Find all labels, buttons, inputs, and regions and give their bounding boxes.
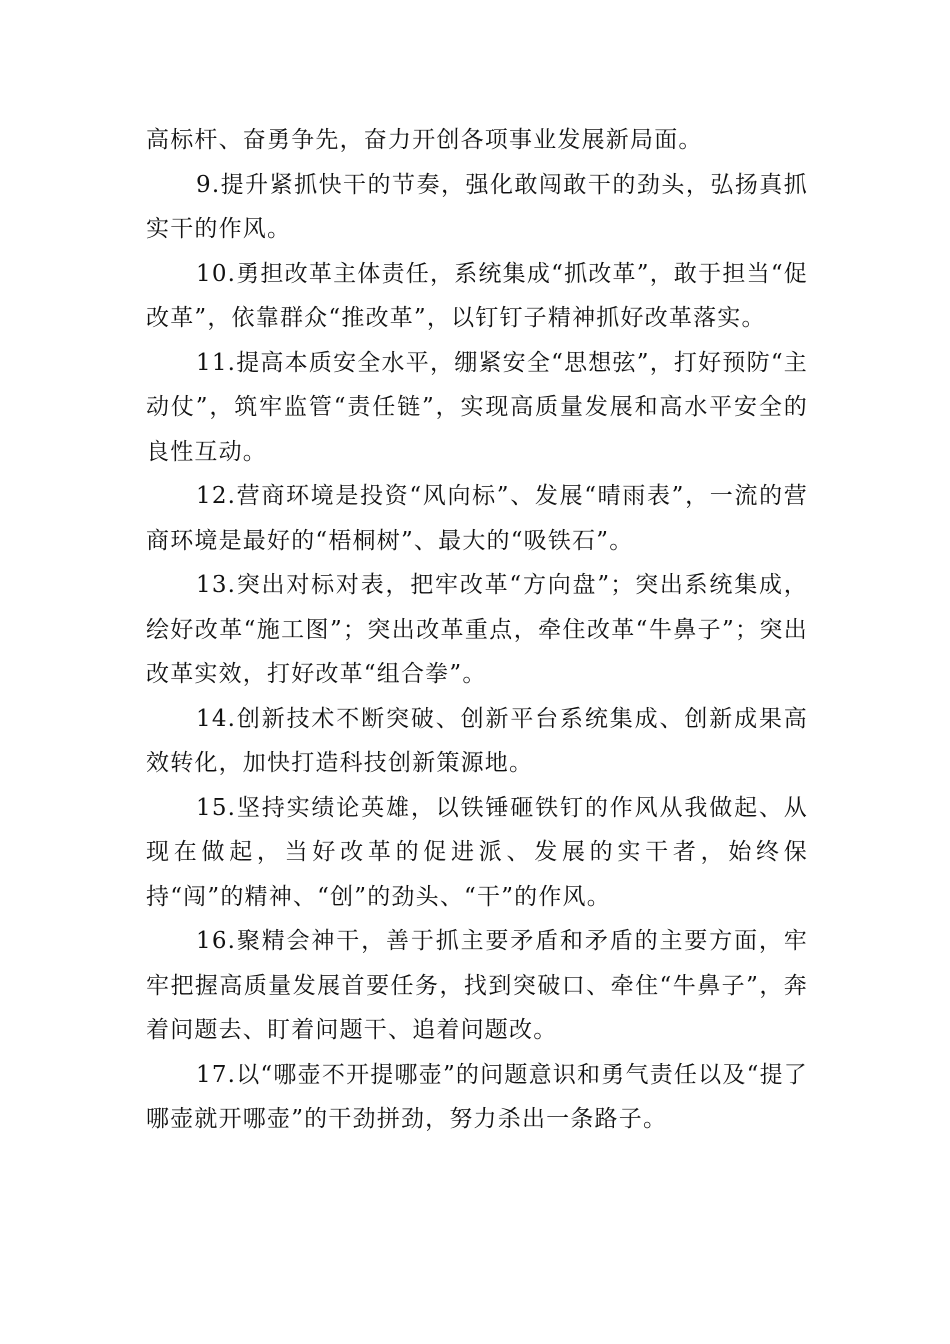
paragraph-item-11: 11.提高本质安全水平，绷紧安全“思想弦”，打好预防“主动仗”，筑牢监管“责任链”，实现高质量发展和高水平安全的良性互动。 bbox=[146, 349, 808, 465]
paragraph-item-10: 10.勇担改革主体责任，系统集成“抓改革”，敢于担当“促改革”，依靠群众“推改革”，以钉钉子精神抓好改革落实。 bbox=[146, 260, 808, 331]
paragraph-item-9: 9.提升紧抓快干的节奏，强化敢闯敢干的劲头，弘扬真抓实干的作风。 bbox=[146, 171, 808, 242]
paragraph-item-13: 13.突出对标对表，把牢改革“方向盘”；突出系统集成，绘好改革“施工图”；突出改革重点，牵住改革“牛鼻子”；突出改革实效，打好改革“组合拳”。 bbox=[146, 572, 808, 687]
paragraph-item-16: 16.聚精会神干，善于抓主要矛盾和矛盾的主要方面，牢牢把握高质量发展首要任务，找到突破口、牵住“牛鼻子”，奔着问题去、盯着问题干、追着问题改。 bbox=[146, 928, 808, 1043]
paragraph-continuation: 高标杆、奋勇争先，奋力开创各项事业发展新局面。 bbox=[146, 127, 703, 153]
paragraph-item-12: 12.营商环境是投资“风向标”、发展“晴雨表”，一流的营商环境是最好的“梧桐树”、最大的“吸铁石”。 bbox=[146, 483, 808, 554]
paragraph-item-14: 14.创新技术不断突破、创新平台系统集成、创新成果高效转化，加快打造科技创新策源地。 bbox=[146, 705, 808, 776]
paragraph-item-17: 17.以“哪壶不开提哪壶”的问题意识和勇气责任以及“提了哪壶就开哪壶”的干劲拼劲，努力杀出一条路子。 bbox=[146, 1061, 808, 1132]
paragraph-item-15: 15.坚持实绩论英雄，以铁锤砸铁钉的作风从我做起、从现在做起，当好改革的促进派、发展的实干者，始终保持“闯”的精神、“创”的劲头、“干”的作风。 bbox=[146, 794, 808, 910]
document-body bbox=[146, 118, 808, 1142]
